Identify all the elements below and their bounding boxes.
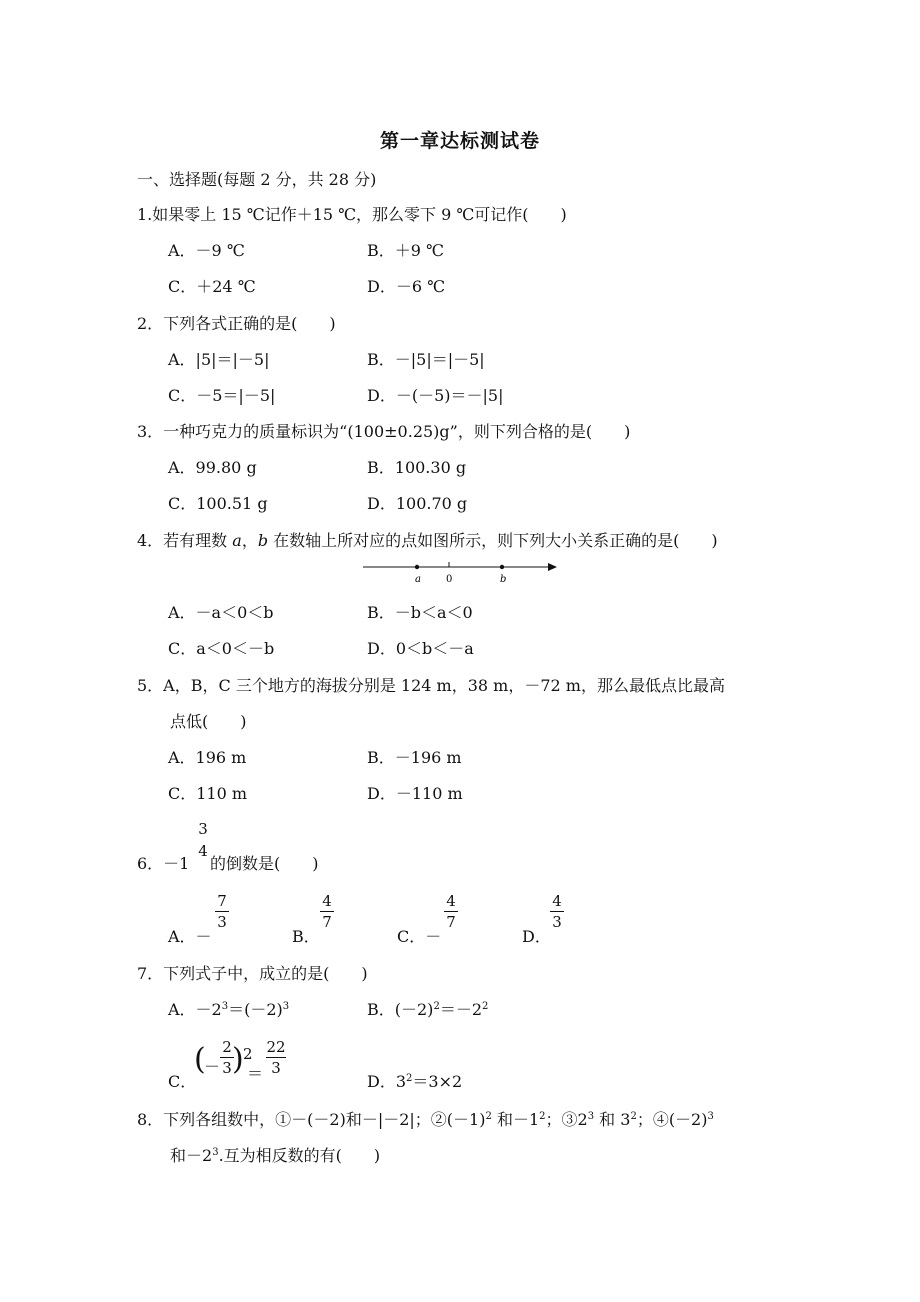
q2-option-d: D．－(－5)＝－|5| [367,386,504,405]
q7-a-exp1: 3 [221,1001,229,1012]
q7-stem: 7．下列式子中，成立的是( ) [137,964,368,983]
q6-option-d-fraction [550,892,564,931]
q6-c-num: 4 [446,892,456,910]
q4-option-b: B．－b＜a＜0 [367,603,473,622]
q7-b-mid: ＝－2 [439,1000,482,1019]
q8-l1-e5: 3 [707,1111,714,1122]
q7-d-post: ＝3×2 [412,1072,463,1091]
q6-option-c-label: C．－ [397,927,442,946]
q8-l1-b: 和－1 [491,1110,540,1129]
q7-c-result-fraction [266,1038,286,1077]
q8-l1-a: 8．下列各组数中，①－(－2)和－|－2|；②(－1) [137,1110,486,1129]
q4-option-a: A．－a＜0＜b [168,603,274,622]
q2-option-c: C．－5＝|－5| [168,386,276,405]
q6-a-den: 3 [217,913,227,931]
q8-l1-e3: 3 [587,1111,595,1122]
q6-option-b-label: B． [292,927,320,946]
q4-option-c: C．a＜0＜－b [168,639,275,658]
q6-d-num: 4 [552,892,562,910]
q7-b-pre: B．(－2) [367,1000,434,1019]
q8-l1-e4: 2 [630,1111,637,1122]
q5-stem-line1: 5．A，B，C 三个地方的海拔分别是 124 m，38 m，－72 m，那么最低点比最高 [137,676,725,695]
q6-mixed-fraction [196,820,210,860]
q4-option-d: D．0＜b＜－a [367,639,474,658]
q8-l1-e2: 2 [539,1111,546,1122]
q4-var-b: b [257,531,269,550]
q3-option-b: B．100.30 g [367,458,467,477]
q6-option-a-label: A．－ [168,927,212,946]
number-line-arrow [548,563,557,571]
q7-a-exp2: 3 [282,1001,290,1012]
q8-l1-e1: 2 [485,1111,492,1122]
q6-d-den: 3 [552,913,562,931]
q7-c-equals: ＝ [247,1064,264,1083]
axis-label-b: b [500,574,507,585]
q1-option-a: A．－9 ℃ [168,241,245,260]
q6-c-den: 7 [446,913,456,931]
q3-option-c: C．100.51 g [168,494,268,513]
q6-option-c-fraction [444,892,458,931]
q4-stem-sep: ， [241,531,258,550]
q2-option-a: A．|5|＝|－5| [168,350,270,369]
q5-stem-line2: 点低( ) [170,712,247,731]
q3-option-d: D．100.70 g [367,494,468,513]
q4-stem-pre: 4．若有理数 [137,531,233,550]
q7-c-minus: － [204,1057,221,1076]
q7-a-pre: A．－2 [168,1000,222,1019]
q1-option-b: B．＋9 ℃ [367,241,444,260]
axis-label-zero: 0 [446,574,453,585]
q6-suffix: 的倒数是( ) [210,854,319,873]
q6-option-a-fraction [215,892,229,931]
q5-option-b: B．－196 m [367,748,462,767]
q8-stem-line1 [137,1110,714,1130]
q6-frac-den: 4 [198,842,208,860]
q5-option-d: D．－110 m [367,784,463,803]
q8-l2-e1: 3 [212,1147,219,1158]
q7-d-pre: D．3 [367,1072,407,1091]
q1-stem: 1.如果零上 15 ℃记作＋15 ℃，那么零下 9 ℃可记作( ) [137,205,567,224]
q8-l1-d: 和 3 [594,1110,631,1129]
q7-c-den: 3 [222,1059,232,1077]
q6-prefix: 6．－1 [137,854,190,873]
q4-var-a: a [232,531,242,550]
q7-c-rnum: 22 [266,1038,286,1056]
q5-option-c: C．110 m [168,784,248,803]
q7-c-right-paren: ) [232,1042,244,1077]
q7-c-exponent: 2 [243,1045,253,1063]
q2-option-b: B．－|5|＝|－5| [367,350,485,369]
q5-option-a: A．196 m [168,748,247,767]
q6-option-d-label: D． [522,927,551,946]
point-a [415,565,419,569]
q6-b-den: 7 [322,913,332,931]
q7-option-d [367,1072,462,1092]
q4-stem-post: 在数轴上所对应的点如图所示，则下列大小关系正确的是( ) [268,531,718,550]
q7-option-b [367,1000,488,1020]
axis-label-a: a [415,574,421,585]
q8-l2-a: 和－2 [170,1146,213,1165]
q8-stem-line2 [170,1146,380,1166]
q6-a-num: 7 [217,892,227,910]
q7-c-left-paren: ( [194,1042,206,1077]
point-b [500,565,504,569]
q7-b-exp1: 2 [433,1001,440,1012]
q7-b-exp2: 2 [482,1001,489,1012]
q7-d-exp: 2 [406,1073,413,1084]
q6-b-num: 4 [322,892,332,910]
q1-option-d: D．－6 ℃ [367,277,445,296]
q7-option-c-label: C． [168,1072,197,1091]
q8-l1-e: ；④(－2) [636,1110,708,1129]
q1-option-c: C．＋24 ℃ [168,277,256,296]
q7-option-a [168,1000,289,1020]
number-line-figure [360,558,560,588]
q4-stem [137,531,718,551]
section-heading: 一、选择题(每题 2 分，共 28 分) [137,170,377,189]
q2-stem: 2．下列各式正确的是( ) [137,314,336,333]
q7-a-mid: ＝(－2) [228,1000,283,1019]
q6-frac-num: 3 [198,820,208,838]
q8-l1-c: ；③2 [545,1110,588,1129]
q3-option-a: A．99.80 g [168,458,257,477]
q8-l2-b: .互为相反数的有( ) [218,1146,381,1165]
q7-c-rden: 3 [271,1059,281,1077]
q6-option-b-fraction [320,892,334,931]
q3-stem: 3．一种巧克力的质量标识为“(100±0.25)g”，则下列合格的是( ) [137,422,631,441]
q7-c-num: 2 [222,1038,232,1056]
page-title: 第一章达标测试卷 [379,130,540,152]
